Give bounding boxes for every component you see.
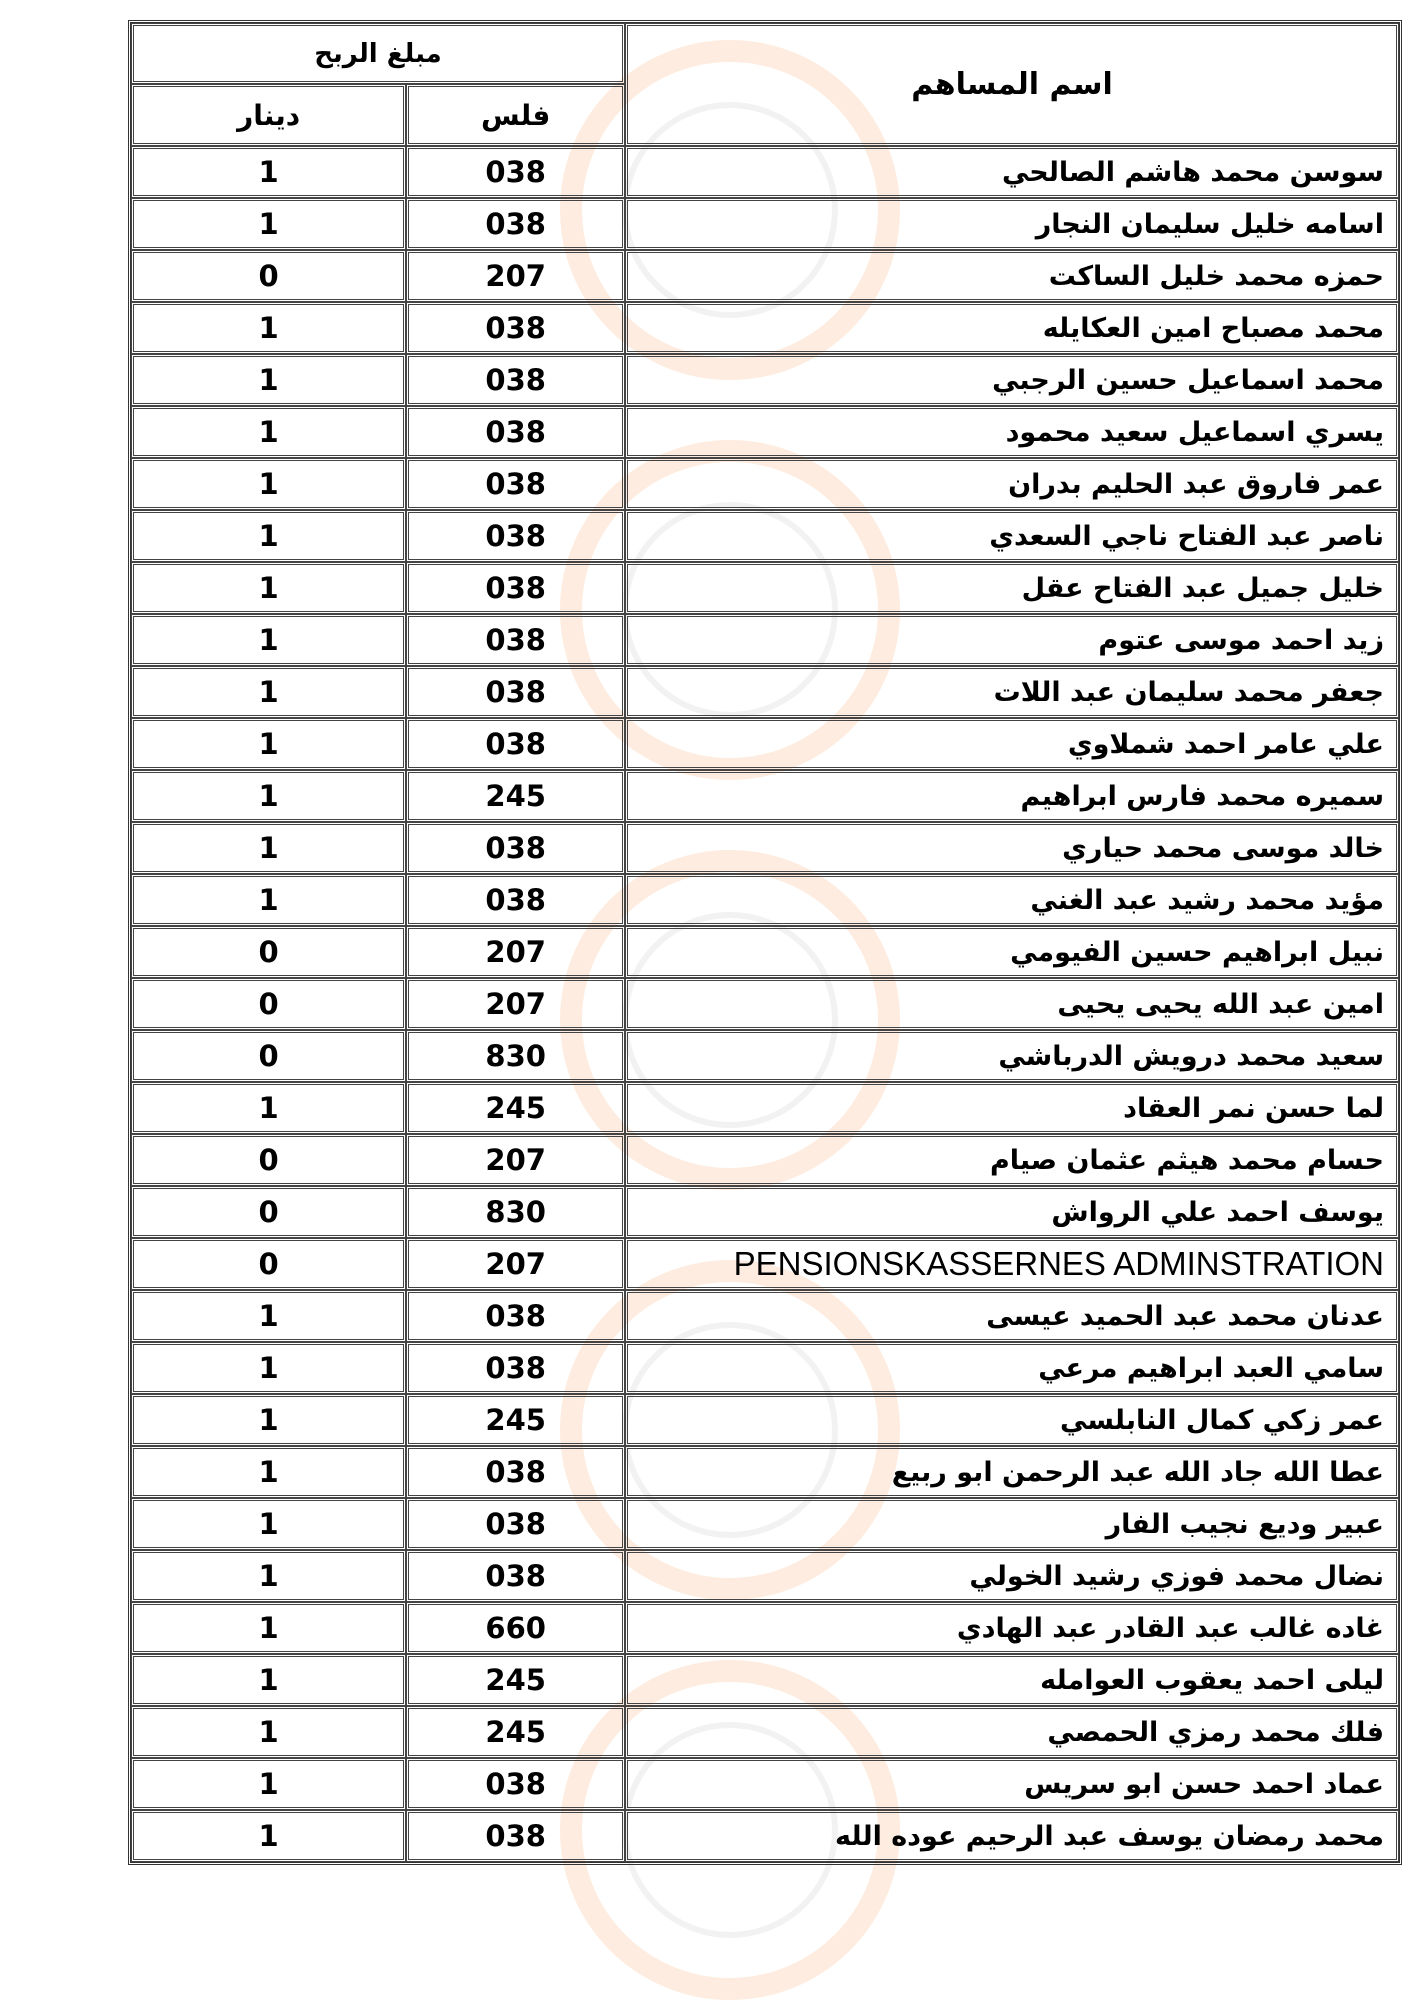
fils-cell: 660 [406,1602,625,1654]
table-row [131,1134,1399,1186]
dinar-cell: 1 [131,614,406,666]
header-dinar: دينار [131,84,406,146]
shareholder-name-cell: عطا الله جاد الله عبد الرحمن ابو ربيع [625,1446,1399,1498]
fils-cell: 038 [406,354,625,406]
shareholder-name-cell: فلك محمد رمزي الحمصي [625,1706,1399,1758]
dinar-cell: 0 [131,250,406,302]
fils-cell: 038 [406,614,625,666]
dinar-cell: 1 [131,1706,406,1758]
fils-cell: 038 [406,822,625,874]
fils-cell: 038 [406,302,625,354]
shareholder-name-cell: محمد اسماعيل حسين الرجبي [625,354,1399,406]
shareholder-name-cell: يسري اسماعيل سعيد محمود [625,406,1399,458]
fils-cell: 038 [406,198,625,250]
table-row [131,406,1399,458]
table-row [131,562,1399,614]
fils-cell: 038 [406,1446,625,1498]
table-row [131,1758,1399,1810]
table-row [131,198,1399,250]
dinar-cell: 0 [131,1186,406,1238]
dinar-cell: 1 [131,1602,406,1654]
fils-cell: 038 [406,1498,625,1550]
fils-cell: 038 [406,1810,625,1862]
dinar-cell: 1 [131,1810,406,1862]
shareholder-name-cell: خليل جميل عبد الفتاح عقل [625,562,1399,614]
shareholder-name-cell: PENSIONSKASSERNES ADMINSTRATION [625,1238,1399,1290]
fils-cell: 038 [406,1758,625,1810]
dinar-cell: 1 [131,458,406,510]
header-profit-amount: مبلغ الربح [131,23,625,84]
dinar-cell: 0 [131,926,406,978]
table-row [131,1394,1399,1446]
header-fils: فلس [406,84,625,146]
shareholder-name-cell: عمر فاروق عبد الحليم بدران [625,458,1399,510]
table-row [131,1498,1399,1550]
dinar-cell: 1 [131,510,406,562]
table-row [131,302,1399,354]
table-row [131,250,1399,302]
shareholder-name-cell: عدنان محمد عبد الحميد عيسى [625,1290,1399,1342]
dinar-cell: 1 [131,1654,406,1706]
fils-cell: 207 [406,250,625,302]
fils-cell: 038 [406,874,625,926]
dinar-cell: 1 [131,822,406,874]
table-row [131,1030,1399,1082]
table-row [131,1238,1399,1290]
shareholder-name-cell: سامي العبد ابراهيم مرعي [625,1342,1399,1394]
shareholder-name-cell: محمد رمضان يوسف عبد الرحيم عوده الله [625,1810,1399,1862]
table-row [131,614,1399,666]
shareholder-name-cell: علي عامر احمد شملاوي [625,718,1399,770]
dinar-cell: 1 [131,1498,406,1550]
table-row [131,666,1399,718]
table-row [131,510,1399,562]
table-row [131,1186,1399,1238]
shareholder-name-cell: نضال محمد فوزي رشيد الخولي [625,1550,1399,1602]
dinar-cell: 0 [131,1030,406,1082]
shareholder-name-cell: اسامه خليل سليمان النجار [625,198,1399,250]
fils-cell: 038 [406,146,625,198]
fils-cell: 830 [406,1030,625,1082]
fils-cell: 038 [406,666,625,718]
shareholder-name-cell: امين عبد الله يحيى يحيى [625,978,1399,1030]
dinar-cell: 1 [131,1758,406,1810]
shareholder-name-cell: عبير وديع نجيب الفار [625,1498,1399,1550]
fils-cell: 207 [406,1238,625,1290]
dinar-cell: 1 [131,1446,406,1498]
table-row [131,1706,1399,1758]
table-row [131,1342,1399,1394]
fils-cell: 038 [406,1290,625,1342]
shareholder-name-cell: عماد احمد حسن ابو سريس [625,1758,1399,1810]
table-row [131,1810,1399,1862]
shareholder-name-cell: جعفر محمد سليمان عبد اللات [625,666,1399,718]
shareholder-name-cell: لما حسن نمر العقاد [625,1082,1399,1134]
dinar-cell: 1 [131,1550,406,1602]
table-row [131,1550,1399,1602]
shareholder-name-cell: سعيد محمد درويش الدرباشي [625,1030,1399,1082]
fils-cell: 207 [406,1134,625,1186]
dinar-cell: 1 [131,1394,406,1446]
table-row [131,718,1399,770]
fils-cell: 038 [406,1342,625,1394]
fils-cell: 038 [406,562,625,614]
dinar-cell: 1 [131,198,406,250]
shareholder-name-cell: ناصر عبد الفتاح ناجي السعدي [625,510,1399,562]
table-row [131,1082,1399,1134]
table-row [131,978,1399,1030]
fils-cell: 207 [406,926,625,978]
shareholder-name-cell: محمد مصباح امين العكايله [625,302,1399,354]
shareholder-name-cell: مؤيد محمد رشيد عبد الغني [625,874,1399,926]
shareholder-name-cell: سميره محمد فارس ابراهيم [625,770,1399,822]
fils-cell: 038 [406,458,625,510]
shareholder-name-cell: زيد احمد موسى عتوم [625,614,1399,666]
fils-cell: 038 [406,718,625,770]
table-row [131,146,1399,198]
fils-cell: 038 [406,406,625,458]
table-row [131,1446,1399,1498]
header-shareholder-name: اسم المساهم [625,23,1399,146]
table-row [131,822,1399,874]
shareholder-name-cell: سوسن محمد هاشم الصالحي [625,146,1399,198]
shareholder-name-cell: خالد موسى محمد حياري [625,822,1399,874]
fils-cell: 038 [406,510,625,562]
fils-cell: 245 [406,1654,625,1706]
dinar-cell: 1 [131,1342,406,1394]
table-row [131,770,1399,822]
fils-cell: 207 [406,978,625,1030]
shareholder-name-cell: يوسف احمد علي الرواش [625,1186,1399,1238]
table-row [131,458,1399,510]
table-row [131,1654,1399,1706]
table-row [131,1290,1399,1342]
dinar-cell: 1 [131,146,406,198]
shareholder-name-cell: ليلى احمد يعقوب العوامله [625,1654,1399,1706]
shareholder-name-cell: عمر زكي كمال النابلسي [625,1394,1399,1446]
fils-cell: 245 [406,1082,625,1134]
dinar-cell: 0 [131,1134,406,1186]
fils-cell: 245 [406,1706,625,1758]
fils-cell: 830 [406,1186,625,1238]
shareholders-profit-table [128,20,1402,1865]
dinar-cell: 0 [131,978,406,1030]
dinar-cell: 1 [131,1290,406,1342]
table-row [131,354,1399,406]
table-row [131,926,1399,978]
fils-cell: 038 [406,1550,625,1602]
shareholder-name-cell: حسام محمد هيثم عثمان صيام [625,1134,1399,1186]
table-row [131,1602,1399,1654]
dinar-cell: 1 [131,354,406,406]
shareholder-name-cell: نبيل ابراهيم حسين الفيومي [625,926,1399,978]
shareholder-name-cell: غاده غالب عبد القادر عبد الهادي [625,1602,1399,1654]
dinar-cell: 1 [131,302,406,354]
dinar-cell: 1 [131,562,406,614]
dinar-cell: 1 [131,770,406,822]
dinar-cell: 1 [131,406,406,458]
table-body [131,146,1399,1862]
dinar-cell: 1 [131,1082,406,1134]
shareholder-name-cell: حمزه محمد خليل الساكت [625,250,1399,302]
fils-cell: 245 [406,770,625,822]
dinar-cell: 1 [131,874,406,926]
dinar-cell: 0 [131,1238,406,1290]
table-row [131,874,1399,926]
fils-cell: 245 [406,1394,625,1446]
dinar-cell: 1 [131,718,406,770]
dinar-cell: 1 [131,666,406,718]
